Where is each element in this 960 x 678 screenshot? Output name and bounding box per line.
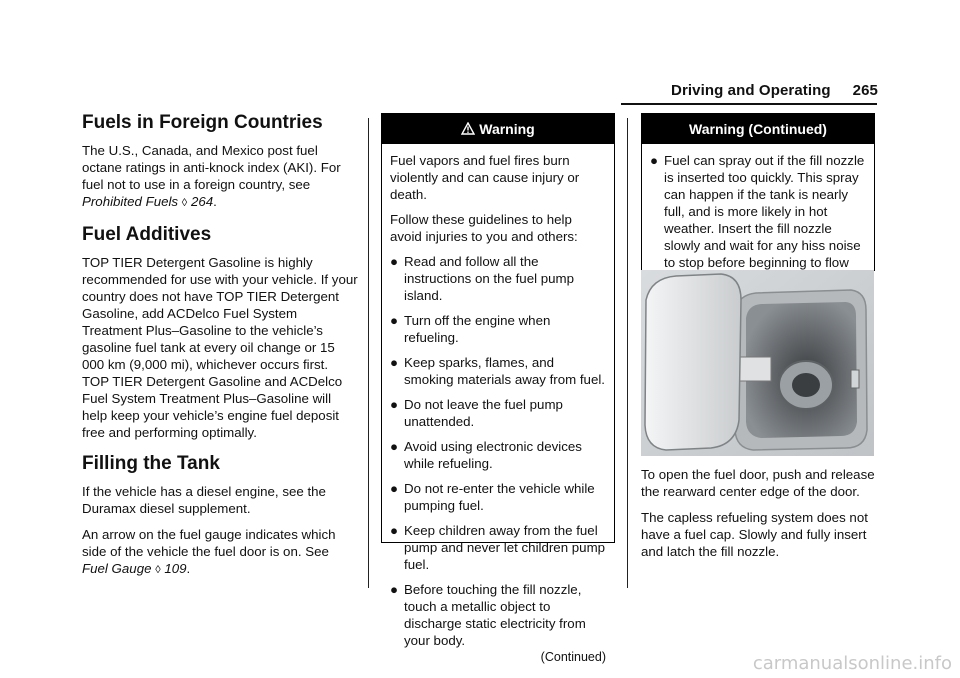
- warning-box-continued: [641, 113, 875, 271]
- bullet-icon: ●: [650, 153, 659, 168]
- warning-title: Warning: [479, 121, 535, 137]
- warning-box: [381, 113, 615, 664]
- heading-fuel-additives: Fuel Additives: [82, 224, 212, 245]
- paragraph-additives: TOP TIER Detergent Gasoline is highly recommended for use with your vehicle. If your country does not have TOP TIER Detergent Gasoline, add ACDelco Fuel System Treatment Plus–Gasoline to the vehicle’s gasoline fuel tank at every oil change or 15 000 km (9,000 mi), whichever occurs first. TOP TIER Detergent Gasoline and ACDelco Fuel System Treatment Plus–Gasoline will help keep your vehicle’s engine fuel deposit free and performing optimally.: [82, 255, 358, 440]
- paragraph-capless: The capless refueling system does not have a fuel cap. Slowly and fully insert and latch the fill nozzle.: [641, 510, 868, 559]
- paragraph-text: An arrow on the fuel gauge indicates which side of the vehicle the fuel door is on. See: [82, 527, 336, 559]
- column-3: [641, 466, 881, 569]
- continued-label: (Continued): [540, 650, 606, 664]
- paragraph-diesel: If the vehicle has a diesel engine, see the Duramax diesel supplement.: [82, 484, 326, 516]
- warning-triangle-icon: [461, 115, 475, 145]
- ref-arrow-icon: ◊: [155, 564, 161, 576]
- warning-list: [390, 253, 606, 649]
- warning-title-bar: [382, 114, 614, 144]
- header-rule: [621, 103, 877, 105]
- warning-item-text: Avoid using electronic devices while refueling.: [404, 439, 582, 471]
- link-text: Fuel Gauge: [82, 561, 152, 576]
- column-divider-2: [627, 118, 628, 588]
- warning-paragraph: Follow these guidelines to help avoid injuries to you and others:: [390, 212, 578, 244]
- warning-list-item: [390, 253, 606, 304]
- column-1: [82, 112, 358, 588]
- paragraph-foreign-fuels: The U.S., Canada, and Mexico post fuel octane ratings in anti-knock index (AKI). For fuel not to use in a foreign country, see Prohibited Fuels ◊ 264.: [82, 143, 341, 209]
- warning-list-item: [390, 522, 606, 573]
- warning-list-item: [390, 480, 606, 514]
- bullet-icon: ●: [390, 523, 399, 538]
- warning-item-text: Read and follow all the instructions on the fuel pump island.: [404, 254, 575, 303]
- bullet-icon: ●: [390, 397, 399, 412]
- ref-arrow-icon: ◊: [181, 197, 188, 209]
- fuel-door-illustration: [641, 270, 874, 456]
- heading-filling-tank: Filling the Tank: [82, 453, 220, 474]
- bullet-icon: ●: [390, 313, 399, 328]
- warning-list-item: [390, 581, 606, 649]
- section-title: Driving and Operating: [671, 82, 831, 99]
- fuel-door-image: [641, 270, 874, 456]
- warning-list-item: [390, 354, 606, 388]
- bullet-icon: ●: [390, 481, 399, 496]
- bullet-icon: ●: [390, 582, 399, 597]
- watermark: carmanualsonline.info: [752, 653, 952, 674]
- bullet-icon: ●: [390, 439, 399, 454]
- link-fuel-gauge[interactable]: [82, 561, 187, 576]
- warning-item-text: Keep sparks, flames, and smoking materials away from fuel.: [404, 355, 605, 387]
- warning-body: [382, 144, 614, 670]
- paragraph-open-fuel-door: To open the fuel door, push and release the rearward center edge of the door.: [641, 467, 875, 499]
- page-number: 265: [852, 82, 878, 99]
- bullet-icon: ●: [390, 254, 399, 269]
- warning-item-text: Do not re-enter the vehicle while pumping fuel.: [404, 481, 595, 513]
- warning-item-text: Before touching the fill nozzle, touch a metallic object to discharge static electricity from your body.: [404, 582, 586, 648]
- paragraph-text: The U.S., Canada, and Mexico post fuel octane ratings in anti-knock index (AKI). For fuel not to use in a foreign country, see: [82, 143, 341, 192]
- warning-list: [650, 152, 866, 288]
- warning-item-text: Keep children away from the fuel pump and never let children pump fuel.: [404, 523, 606, 572]
- warning-list-item: [390, 438, 606, 472]
- link-page: 109: [164, 561, 187, 576]
- warning-title: Warning (Continued): [642, 114, 874, 144]
- link-page: 264: [190, 194, 214, 209]
- warning-list-item: [390, 396, 606, 430]
- warning-list-item: [650, 152, 866, 288]
- bullet-icon: ●: [390, 355, 399, 370]
- link-prohibited-fuels[interactable]: [82, 194, 213, 209]
- warning-list-item: [390, 312, 606, 346]
- warning-item-text: Turn off the engine when refueling.: [404, 313, 551, 345]
- link-text: Prohibited Fuels: [82, 194, 179, 209]
- warning-paragraph: Fuel vapors and fuel fires burn violently and can cause injury or death.: [390, 153, 580, 202]
- warning-item-text: Do not leave the fuel pump unattended.: [404, 397, 563, 429]
- column-divider-1: [368, 118, 369, 588]
- warning-item-text: Fuel can spray out if the fill nozzle is inserted too quickly. This spray can happen if the tank is nearly full, and is more likely in hot weather. Insert the fill nozzle slowly and wait for any hiss noise to stop before beginning to flow: [664, 153, 865, 270]
- heading-fuels-foreign: Fuels in Foreign Countries: [82, 112, 323, 133]
- running-header: [671, 82, 878, 99]
- paragraph-fuel-gauge: An arrow on the fuel gauge indicates which side of the vehicle the fuel door is on. See Fuel Gauge ◊ 109.: [82, 527, 336, 576]
